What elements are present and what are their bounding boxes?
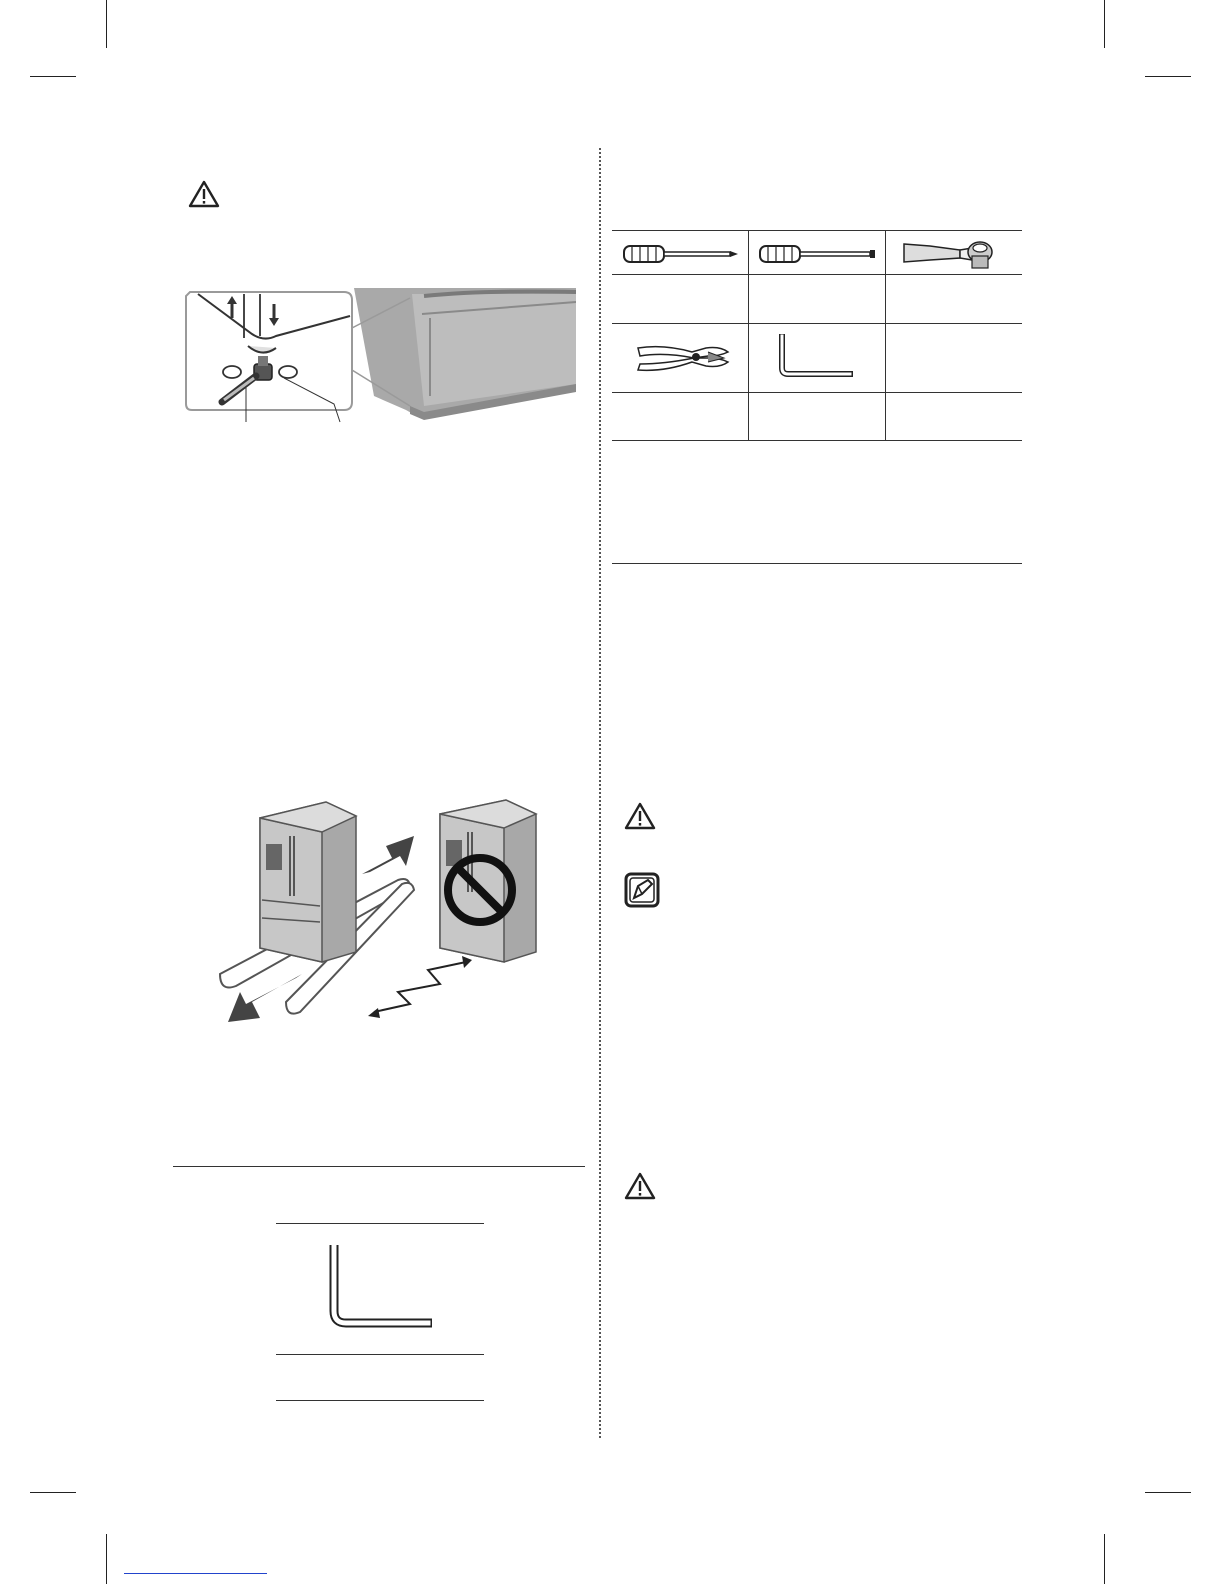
phillips-screwdriver-icon — [622, 244, 740, 264]
tools-table — [612, 230, 1022, 444]
flat-screwdriver-icon — [758, 244, 878, 264]
socket-wrench-icon — [900, 236, 996, 272]
left-table-middle-rule — [276, 1354, 484, 1355]
tools-table-col-line — [885, 230, 886, 440]
left-table-top-rule — [276, 1223, 484, 1224]
leveling-foot-illustration — [184, 288, 576, 424]
note-pencil-icon — [624, 872, 660, 908]
tools-table-col-line — [748, 230, 749, 440]
crop-mark-bottom-right-horizontal — [1145, 1492, 1191, 1493]
crop-mark-top-right-vertical — [1104, 0, 1105, 48]
tools-table-row-line — [612, 440, 1022, 441]
right-section-rule — [612, 563, 1022, 564]
warning-triangle-icon — [624, 802, 656, 830]
left-section-rule — [173, 1166, 585, 1167]
crop-mark-top-left-vertical — [106, 0, 107, 48]
allen-wrench-icon — [778, 334, 854, 378]
footer-link-underline — [124, 1573, 267, 1574]
warning-triangle-icon — [188, 180, 220, 208]
crop-mark-bottom-left-horizontal — [30, 1492, 76, 1493]
moving-refrigerator-illustration — [216, 796, 556, 1028]
tools-table-row-line — [612, 230, 1022, 231]
left-table-bottom-rule — [276, 1400, 484, 1401]
allen-wrench-icon — [328, 1245, 432, 1329]
crop-mark-bottom-right-vertical — [1104, 1534, 1105, 1584]
tools-table-row-line — [612, 392, 1022, 393]
column-divider — [599, 148, 601, 1438]
crop-mark-bottom-left-vertical — [106, 1534, 107, 1584]
crop-mark-top-right-horizontal — [1145, 76, 1191, 77]
warning-triangle-icon — [624, 1172, 656, 1200]
tools-table-row-line — [612, 323, 1022, 324]
tools-table-row-line — [612, 274, 1022, 275]
pliers-icon — [634, 338, 730, 378]
crop-mark-top-left-horizontal — [30, 76, 76, 77]
